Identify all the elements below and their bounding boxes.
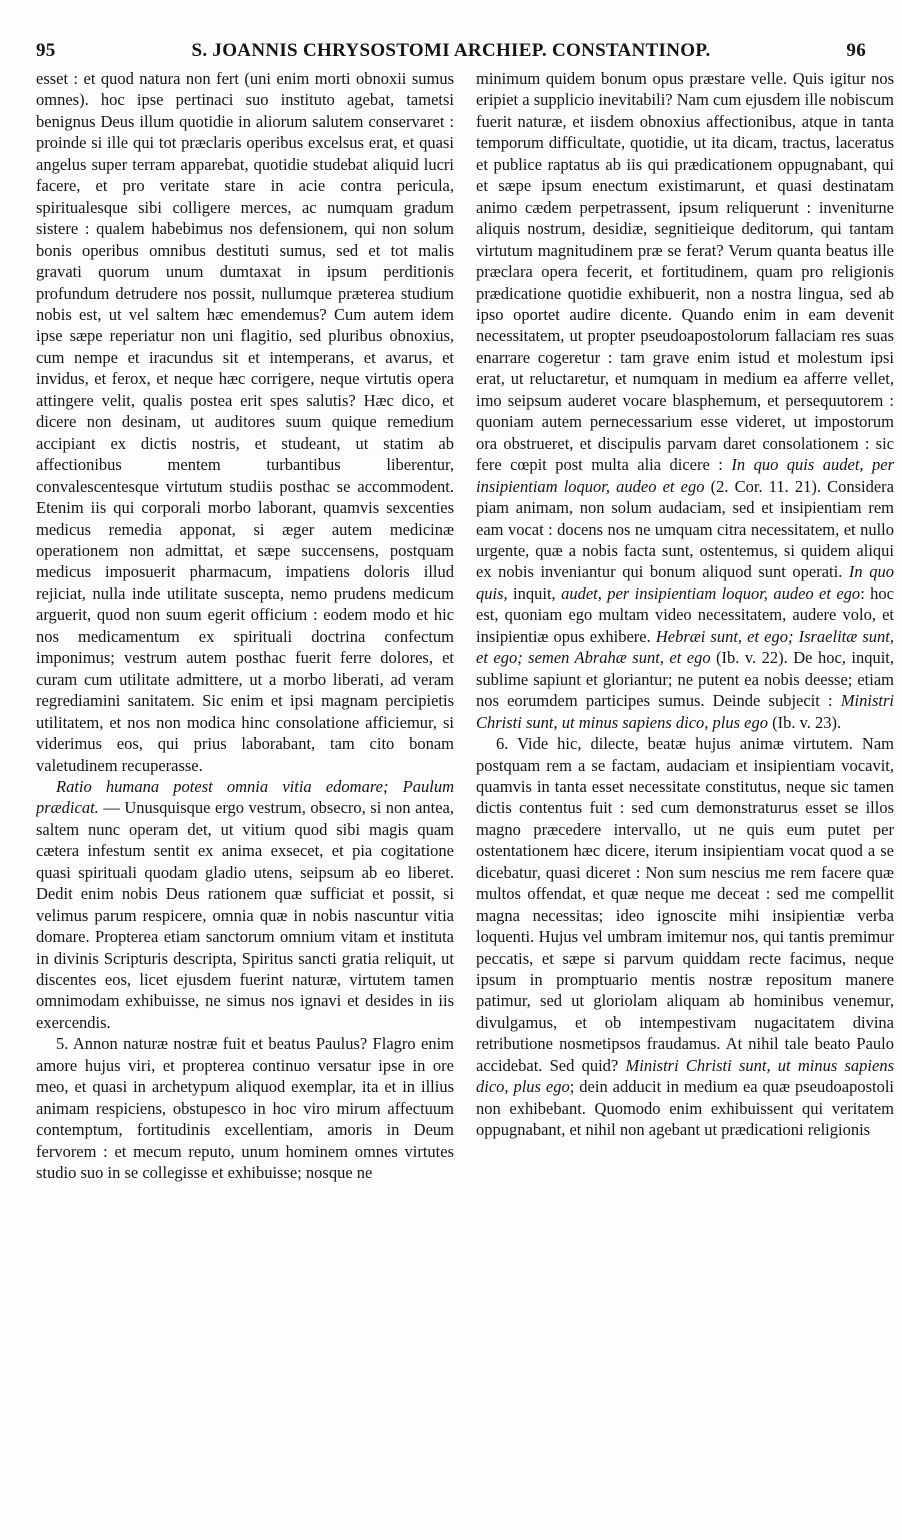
scripture-quote: In quo quis audet, per insipientiam loquor, audeo et ego xyxy=(476,455,894,496)
page-number-right: 96 xyxy=(846,40,866,61)
scripture-quote: audet, per insipientiam loquor, audeo et ego xyxy=(561,583,861,603)
paragraph-text: minimum quidem bonum opus præstare velle. Quis igitur nos eripiet a supplicio inevitabili? Nam cum ejusdem ille nobiscum fuerit naturæ, et iisdem obnoxius affectionibus, atque in tanta temporum difficultate, quotidie, ut ita dicam, tractus, laceratus et publice raptatus ab iis qui prædicationem oppugnabant, qui et sæpe ipsum enectum existimarunt, et quasi destinatam animo cædem perpetrassent, ipsum reliquerunt : inveniturne aliquis nostrum, desidiæ, segnitieique deditorum, qui tantam virtutum magnitudinem præ se ferat? Verum quanta beatus ille præclara opera fecerit, et fortitudinem, quam pro religionis prædicatione quotidie exhibuerit, non a nostra lingua, sed ab ipso oportet audire dicente. Quando enim in eam devenit necessitatem, ut propter pseudoapostolorum fallaciam res suas enarrare cogeretur : tam grave enim istud et molestum ipsi erat, ut reluctaretur, et numquam in medium ea afferre vellet, imo seipsum auderet vocare blasphemum, et persequutorem : quoniam autem pernecessarium esse videret, ut impostorum ora obstrueret, et discipulis parvam daret consolationem : sic fere cœpit post multa alia dicere : xyxy=(476,69,894,475)
section-heading: Ratio humana potest omnia vitia edomare; Paulum prædicat. xyxy=(36,776,454,818)
scripture-reference: (2. Cor. 11. 21). xyxy=(704,476,828,496)
running-title: S. JOANNIS CHRYSOSTOMI ARCHIEP. CONSTANTINOP. xyxy=(191,40,711,61)
scripture-reference: (Ib. v. 23). xyxy=(767,712,842,732)
paragraph: 5. Annon naturæ nostræ fuit et beatus Paulus? Flagro enim amore hujus viri, et propterea continuo versatur ipse in ore meo, et quasi in archetypum aliquod exemplar, ita et in illius animam respiciens, obstupesco in hoc viro mirum affectuum contemptum, fortitudinis excellentiam, amoris in Deum fervorem : et mecum reputo, unum hominem omnes virtutes studio suo in se collegisse et exhibuisse; nosque ne xyxy=(36,1034,454,1183)
paragraph xyxy=(476,68,894,733)
scripture-quote: Ministri Christi sunt, ut minus sapiens dico, plus ego xyxy=(476,691,894,732)
paragraph xyxy=(476,733,894,1141)
page-number-left: 95 xyxy=(36,40,56,61)
paragraph-text: Considera piam animam, non solum audaciam, sed et insipientiam rem eam vocat : docens nos ne umquam citra necessitatem, et nullo urgente, quæ a nobis facta sunt, ostentemus, si quidem aliqui ex nobis inveniantur qui bonum aliquod sunt operati. xyxy=(476,476,894,582)
paragraph-text: 6. Vide hic, dilecte, beatæ hujus animæ virtutem. Nam postquam rem a se factam, audaciam et insipientiam vocavit, quamvis in tanta esset necessitate constitutus, neque sic tamen dictis contentus fuit : sed cum demonstraturus esset se illos magno præcedere intervallo, ut ne quis eum putet per ostentationem hæc dicere, iterum insipientiam vocat quod a se dicebatur, quasi diceret : Non sum nescius me rem facere quæ multos offendat, et quæ neque me deceat : sed me compellit magna necessitas; ideo ignoscite mihi insipientiæ verba loquenti. Hujus vel umbram imitemur nos, qui tantis premimur peccatis, et sæpe si parvum quiddam recte facimus, neque ipsum in promptuario mentis nostræ repositum manere patimur, sed ut gloriolam aliquam ab hominibus venemur, divulgamus, et ob intempestivam nugacitatem divina retributione nosmetipsos fraudamus. At nihil tale beato Paulo accidebat. Sed quid? xyxy=(476,734,894,1075)
scripture-quote: Hebræi sunt, et ego; Israelitæ sunt, et ego; semen Abrahæ sunt, et ego xyxy=(476,626,894,668)
paragraph-text: ; dein adducit in medium ea quæ pseudoapostoli non exhibebant. Quomodo enim exhibuissent qui veritatem oppugnabant, et nihil non agebant ut prædicationi religionis xyxy=(476,1077,894,1140)
paragraph-text: : hoc est, quoniam ego multam video necessitatem, audere volo, et insipientiæ opus exhibere. xyxy=(476,583,894,646)
paragraph-text: — Unusquisque ergo vestrum, obsecro, si non antea, saltem nunc operam det, ut vitium quod sibi magis quam cætera infestum sentit ex anima exsecet, et pia cogitatione quasi spirituali quodam gladio utens, seipsum ab eo liberet. Dedit enim nobis Deus rationem quæ sufficiat et possit, si velimus parum respicere, omnia quæ in nobis nascuntur vitia domare. Propterea etiam sanctorum omnium vitam et instituta in divinis Scripturis descripta, Spiritus sancti gratia reliquit, ut discentes eos, licet ejusdem fuerint naturæ, virtutem tamen omnimodam exhibuisse, ne simus nos ignavi et desides in iis exercendis. xyxy=(36,798,454,1032)
paragraph-text: De hoc, inquit, sublime sapiunt et gloriantur; ne putent ea nobis deesse; etiam nos eorumdem participes sumus. Deinde subjecit : xyxy=(476,648,894,711)
scripture-reference: (Ib. v. 22). xyxy=(710,648,794,668)
scripture-quote: Ministri Christi sunt, ut minus sapiens dico, plus ego xyxy=(476,1055,894,1097)
paragraph: esset : et quod natura non fert (uni enim morti obnoxii sumus omnes). hoc ipse pertinaci suo instituto agebat, tametsi benignus Deus illum quotidie in aliorum salutem conservaret : proinde si ille qui tot præclaris operibus excelsus erat, et quasi angelus super terram apparebat, quotidie studebat aliquid lucri facere, et pro veritate stare in acie contra pericula, spiritualesque sibi colligere merces, ac numquam gradum sistere : qualem habebimus nos defensionem, qui non solum bonis operibus omnibus destituti sumus, sed et tot malis gravati quorum unum dumtaxat in ipsum perditionis profundum detrudere nos possit, nullumque præterea studium nobis est, ut vel saltem hæc emendemus? Cum autem idem ipse sæpe reperiatur non uni flagitio, sed pluribus obnoxius, cum nempe et iracundus sit et intemperans, et avarus, et invidus, et ferox, et neque hæc corrigere, neque virtutis opera attingere velit, qualis postea erit spes salutis? Hæc dico, et dicere non desinam, ut auditores suum quique remedium accipiant ex dictis nostris, et studeant, ut statim ab affectionibus mentem turbantibus liberentur, convalescentesque virtutum studiis posthac se accommodent. Etenim iis qui corporali morbo laborant, quamvis sexcenties medicus remedia apponat, si æger autem medicinæ operationem non admittat, et sæpe succensens, postquam medicus imposuerit pharmacum, impatiens doloris illud rejiciat, nulla inde utilitate suscepta, nemo prudens medicum arguerit, quod non suum egerit officium : eodem modo et hic nos medicamentum ex spirituali doctrina confectum imponimus; vestrum autem posthac fuerit ferre dolores, et curam cum utilitate admittere, ut a morbo liberati, ad veram regrediamini sanitatem. Sic enim et ipsi magnam percipietis utilitatem, et nos non modica hinc consolatione afficiemur, si viderimus eos, qui prius laborabant, tam cito bonam valetudinem recuperasse. xyxy=(36,69,454,775)
paragraph-text: inquit, xyxy=(507,583,562,603)
right-column xyxy=(476,68,894,1526)
scripture-quote: In quo quis, xyxy=(476,562,894,603)
left-column xyxy=(36,68,454,1526)
running-header xyxy=(36,36,866,66)
paragraph xyxy=(36,776,454,1033)
